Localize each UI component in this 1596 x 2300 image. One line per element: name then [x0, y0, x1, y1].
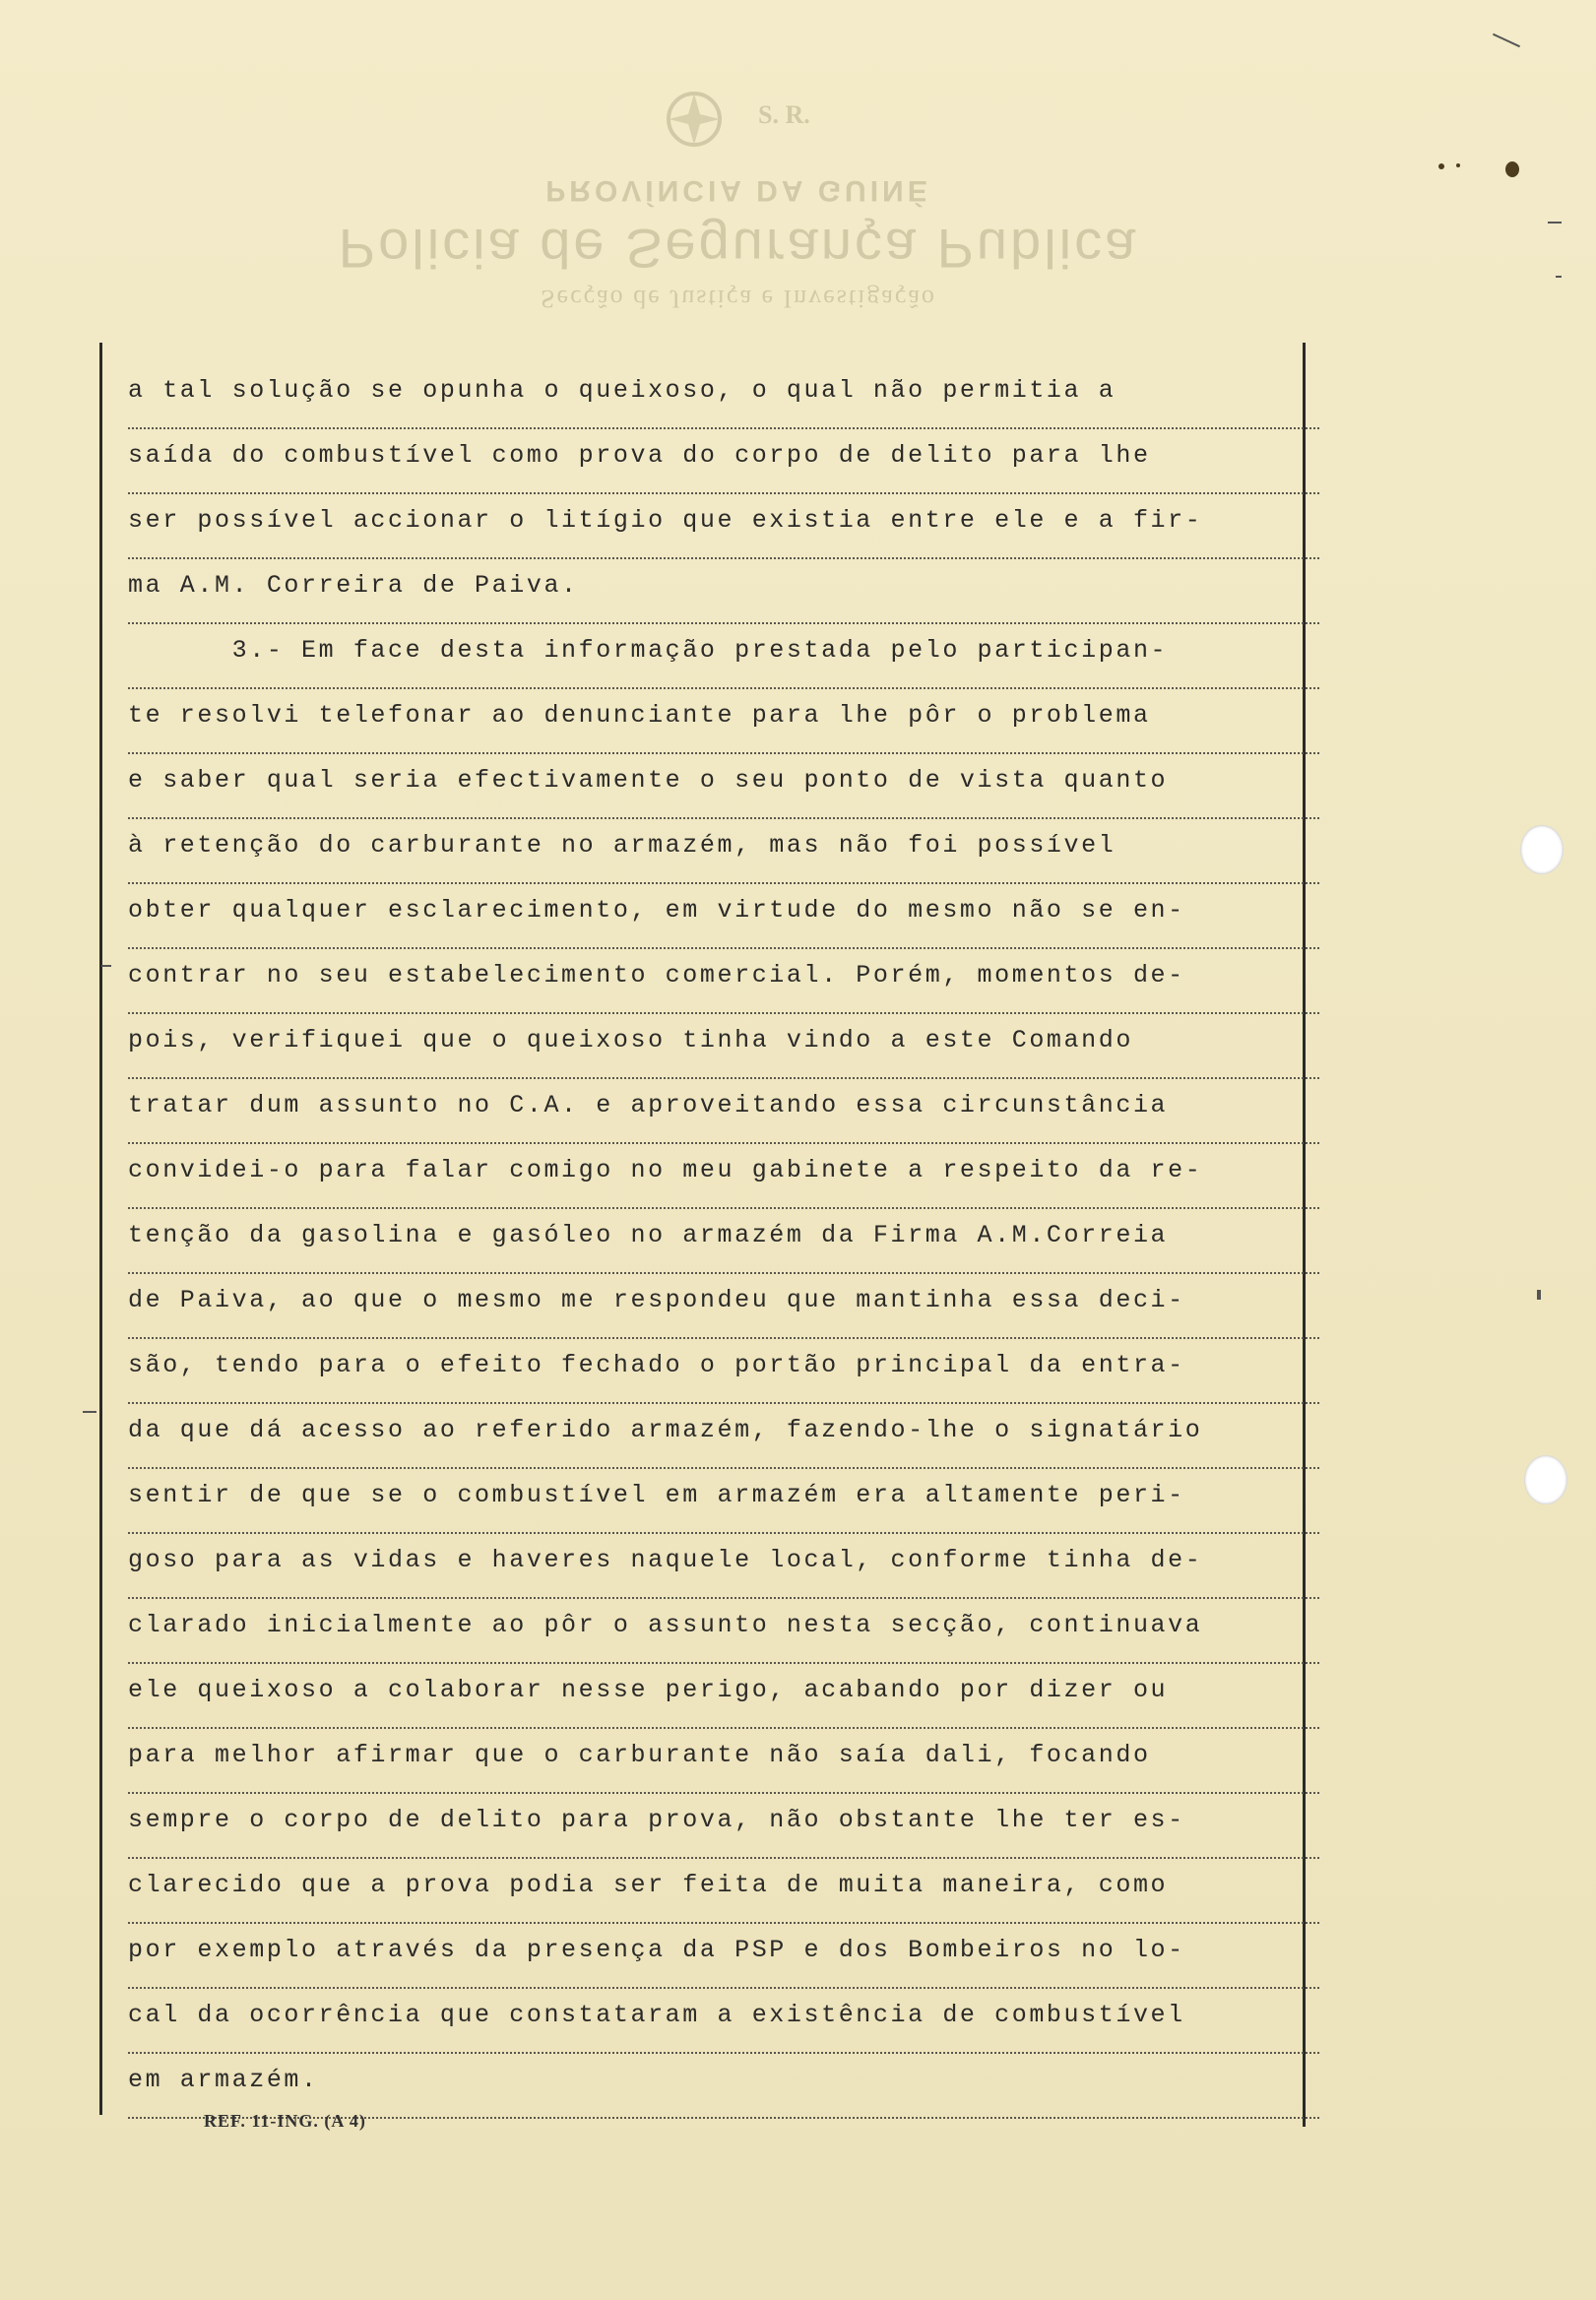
paper-mark [1537, 1290, 1541, 1300]
paper-mark [1548, 222, 1562, 224]
letterhead-section: Secção de Justiça e Investigação [541, 285, 936, 313]
text-line: obter qualquer esclarecimento, em virtude do mesmo não se en- [128, 884, 1319, 949]
typewritten-body [128, 364, 1319, 2119]
text-line: à retenção do carburante no armazém, mas não foi possível [128, 819, 1319, 884]
ink-spot [1505, 161, 1519, 177]
paper-mark [1556, 276, 1562, 278]
ink-spot [1438, 163, 1444, 169]
letterhead-initials: S. R. [758, 100, 810, 129]
form-reference: REF. 11-ING. (A 4) [204, 2111, 366, 2131]
paper-mark [1493, 33, 1520, 47]
text-line: por exemplo através da presença da PSP e dos Bombeiros no lo- [128, 1924, 1319, 1989]
text-line: cal da ocorrência que constataram a existência de combustível [128, 1989, 1319, 2054]
text-line: e saber qual seria efectivamente o seu ponto de vista quanto [128, 754, 1319, 819]
left-margin-rule [99, 343, 102, 2115]
text-line: sempre o corpo de delito para prova, não obstante lhe ter es- [128, 1794, 1319, 1859]
text-line: pois, verifiquei que o queixoso tinha vindo a este Comando [128, 1014, 1319, 1079]
emblem-icon [660, 85, 729, 154]
text-line: em armazém. [128, 2054, 1319, 2119]
ink-spot [1456, 163, 1460, 167]
text-line: a tal solução se opunha o queixoso, o qual não permitia a [128, 364, 1319, 429]
text-line: contrar no seu estabelecimento comercial. Porém, momentos de- [128, 949, 1319, 1014]
text-line: 3.- Em face desta informação prestada pelo participan- [128, 624, 1319, 689]
text-line: clarado inicialmente ao pôr o assunto nesta secção, continuava [128, 1599, 1319, 1664]
text-line: convidei-o para falar comigo no meu gabinete a respeito da re- [128, 1144, 1319, 1209]
text-line: para melhor afirmar que o carburante não saía dali, focando [128, 1729, 1319, 1794]
text-line: de Paiva, ao que o mesmo me respondeu que mantinha essa deci- [128, 1274, 1319, 1339]
letterhead [246, 79, 1231, 335]
text-line: goso para as vidas e haveres naquele local, conforme tinha de- [128, 1534, 1319, 1599]
text-line: te resolvi telefonar ao denunciante para lhe pôr o problema [128, 689, 1319, 754]
text-line: são, tendo para o efeito fechado o portão principal da entra- [128, 1339, 1319, 1404]
text-line: da que dá acesso ao referido armazém, fazendo-lhe o signatário [128, 1404, 1319, 1469]
paper-mark [83, 1411, 96, 1413]
text-line: tenção da gasolina e gasóleo no armazém da Firma A.M.Correia [128, 1209, 1319, 1274]
text-line: ser possível accionar o litígio que existia entre ele e a fir- [128, 494, 1319, 559]
letterhead-agency: Policia de Segurança Publica [338, 218, 1139, 280]
punch-hole [1520, 825, 1564, 874]
punch-hole [1524, 1455, 1567, 1504]
text-line: ma A.M. Correira de Paiva. [128, 559, 1319, 624]
text-line: saída do combustível como prova do corpo de delito para lhe [128, 429, 1319, 494]
paper-mark [101, 965, 111, 967]
text-line: clarecido que a prova podia ser feita de muita maneira, como [128, 1859, 1319, 1924]
text-line: tratar dum assunto no C.A. e aproveitando essa circunstância [128, 1079, 1319, 1144]
letterhead-province: PROVÍNCIA DA GUINÉ [545, 174, 931, 207]
text-line: sentir de que se o combustível em armazém era altamente peri- [128, 1469, 1319, 1534]
text-line: ele queixoso a colaborar nesse perigo, acabando por dizer ou [128, 1664, 1319, 1729]
